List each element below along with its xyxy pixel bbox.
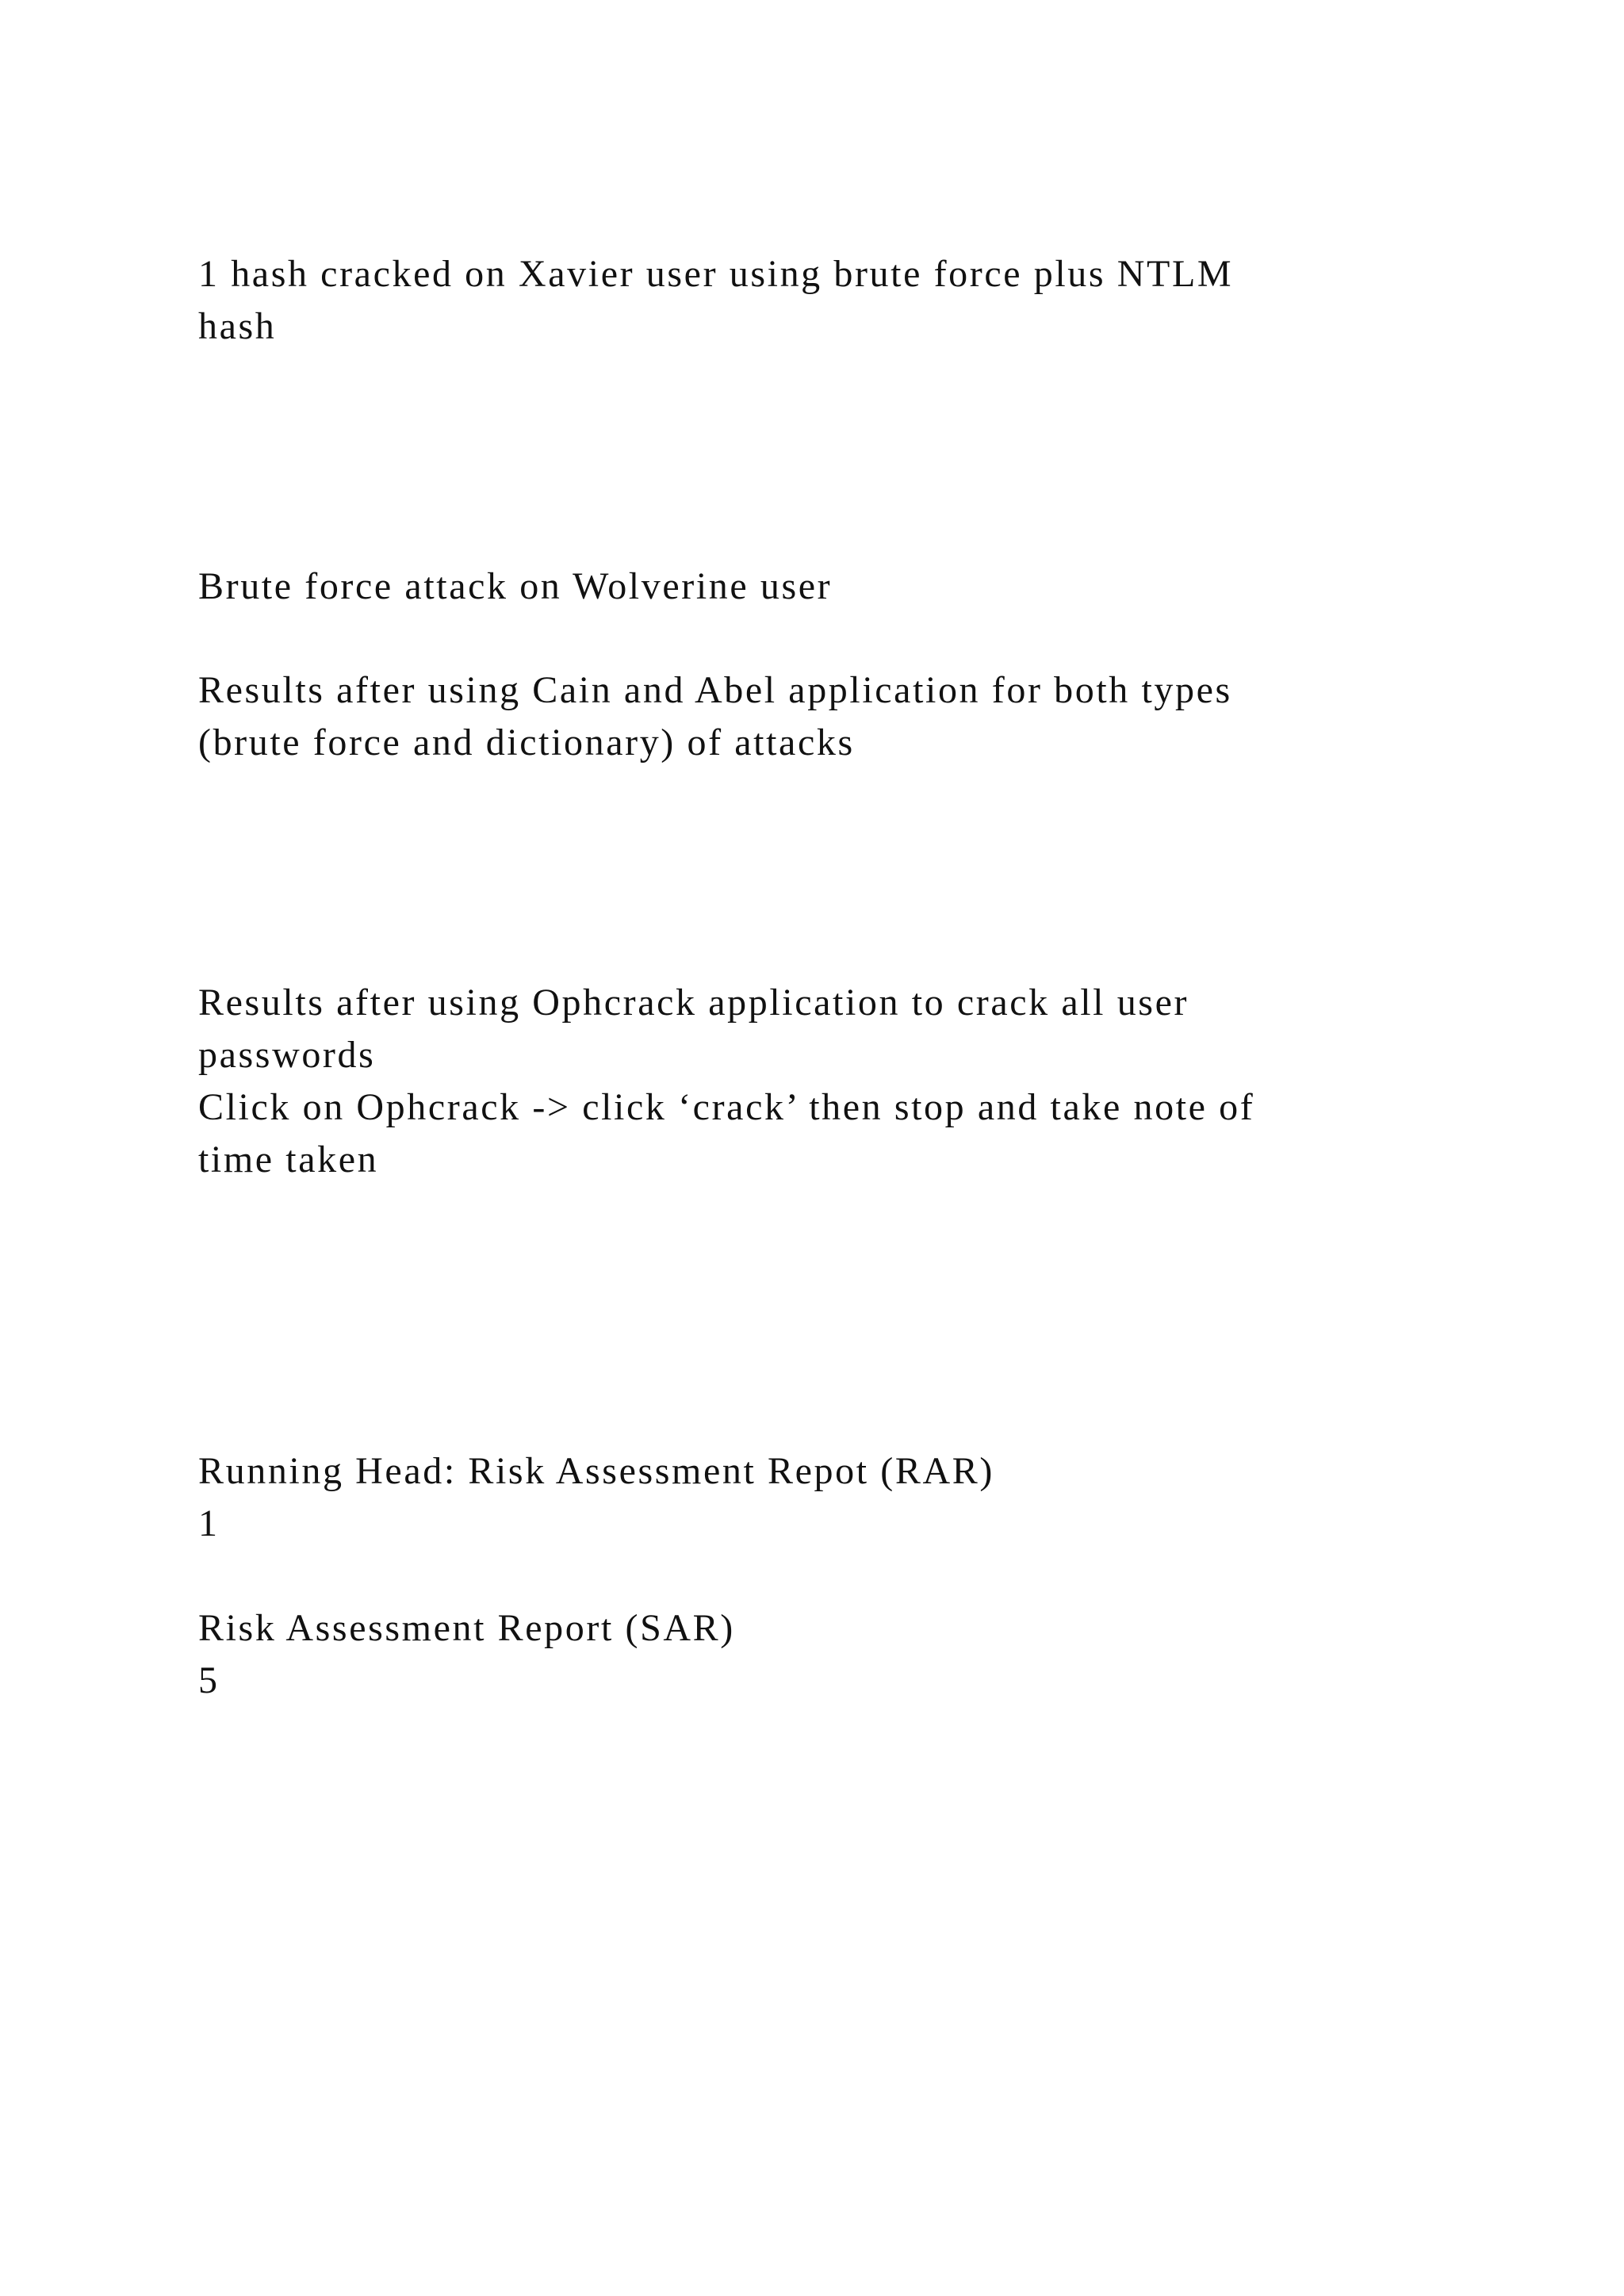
paragraph-running-head [198,1445,1435,1550]
text-line: Brute force attack on Wolverine user [198,565,833,607]
text-line: (brute force and dictionary) of attacks [198,721,855,763]
text-line: time taken [198,1138,379,1181]
text-line: hash [198,305,277,347]
page-number: 5 [198,1659,220,1701]
text-line: passwords [198,1034,376,1076]
text-line: Results after using Cain and Abel application for both types [198,669,1232,711]
page-number: 1 [198,1502,220,1544]
text-line: 1 hash cracked on Xavier user using brute force plus NTLM [198,253,1234,295]
paragraph-brute-force-wolverine [198,561,1435,613]
text-line: Results after using Ophcrack application to crack all user [198,982,1189,1024]
paragraph-hash-cracked-xavier [198,248,1435,353]
paragraph-cain-and-abel-results [198,664,1435,769]
paragraph-report-title [198,1602,1435,1707]
text-line: Risk Assessment Report (SAR) [198,1607,735,1649]
paragraph-ophcrack-results [198,977,1435,1186]
text-line: Click on Ophcrack -> click ‘crack’ then stop and take note of [198,1086,1255,1128]
text-line: Running Head: Risk Assessment Repot (RAR) [198,1450,994,1492]
